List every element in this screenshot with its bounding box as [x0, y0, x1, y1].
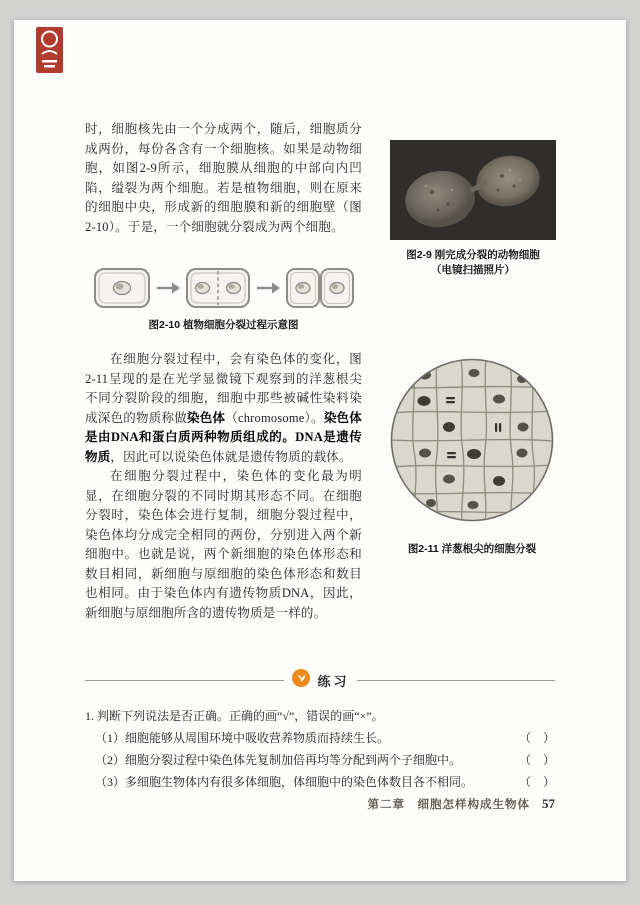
main-text-column: [85, 350, 362, 623]
practice-item-text: （1）细胞能够从周围环境中吸收营养物质而持续生长。: [95, 731, 390, 745]
paragraph-dna-heredity: 在细胞分裂过程中，染色体的变化最为明显，在细胞分裂的不同时期其形态不同。在细胞分裂时，染色体会进行复制，细胞分裂过程中，染色体均分成完全相同的两份，分别进入两个新细胞中。也就是说，两个新细胞的染色体形态和数目相同，新细胞与原细胞的染色体形态和数目也相同。由于染色体内有遗传物质DNA，因此，新细胞与原细胞所含的遗传物质是一样的。: [85, 469, 362, 620]
answer-blank: （ ）: [518, 775, 555, 789]
text-run: ，因此可以说染色体就是遗传物质的载体。: [110, 449, 352, 464]
figure-2-10-caption: 图2-10 植物细胞分裂过程示意图: [148, 319, 299, 331]
figure-2-9-photo: [390, 140, 556, 240]
textbook-page: [14, 20, 626, 881]
page-number: 57: [542, 796, 555, 811]
practice-title: 练习: [317, 674, 350, 689]
figure-2-11: [389, 357, 555, 557]
plant-cell-stage-3: [285, 266, 355, 315]
paragraph-chromosome: [85, 350, 362, 467]
text-run: 在细胞分裂过程中，会有染色体的变化，图2-11呈现的是在光学显微镜下观察到的洋葱根尖不同分裂阶段的细胞，细胞中那些被碱性染料染成深色的物质称做: [85, 352, 362, 425]
divider-line: [85, 680, 284, 681]
plant-cell-stage-2: [185, 266, 251, 315]
key-sentence: 染色体是由DNA和蛋白质两种物质组成的。DNA是遗传物质: [85, 410, 363, 464]
figure-2-11-micrograph: [389, 357, 555, 528]
chapter-title: 第二章 细胞怎样构成生物体: [367, 799, 530, 811]
caption-line: 图2-9 刚完成分裂的动物细胞: [406, 249, 540, 261]
practice-leaf-icon: [291, 668, 311, 693]
arrow-right-icon: [156, 281, 180, 299]
practice-item: [85, 753, 555, 768]
figure-2-10-diagram: [85, 266, 362, 314]
practice-item-text: （3）多细胞生物体内有很多体细胞，体细胞中的染色体数目各不相同。: [95, 775, 474, 789]
text-run: （chromosome）。: [225, 410, 324, 425]
arrow-right-icon: [256, 281, 280, 299]
practice-question-1: 1. 判断下列说法是否正确。正确的画“√”，错误的画“×”。: [85, 709, 384, 723]
answer-blank: （ ）: [518, 731, 555, 745]
paragraph-cell-division: 时，细胞核先由一个分成两个，随后，细胞质分成两份，每份各含有一个细胞核。如果是动物细胞，如图2-9所示，细胞膜从细胞的中部向内凹陷，缢裂为两个细胞。若是植物细胞，则在原来的细胞中央，形成新的细胞膜和新的细胞壁（图2-10）。于是，一个细胞就分裂成为两个细胞。: [85, 122, 362, 234]
practice-divider: [85, 668, 555, 693]
practice-section: [85, 668, 555, 790]
publisher-logo: [36, 27, 63, 73]
keyword-chromosome: 染色体: [186, 410, 226, 425]
plant-cell-stage-1: [93, 266, 151, 315]
practice-item: [85, 731, 555, 746]
page-footer: [368, 796, 556, 812]
practice-item: [85, 775, 555, 790]
figure-2-9: [390, 140, 556, 278]
caption-line: （电镜扫描照片）: [431, 264, 515, 276]
practice-item-text: （2）细胞分裂过程中染色体先复制加倍再均等分配到两个子细胞中。: [95, 753, 462, 767]
answer-blank: （ ）: [518, 753, 555, 767]
divider-line: [357, 680, 556, 681]
figure-2-9-caption: [390, 248, 556, 278]
figure-2-11-caption: 图2-11 洋葱根尖的细胞分裂: [407, 543, 537, 555]
practice-items: [85, 731, 555, 790]
